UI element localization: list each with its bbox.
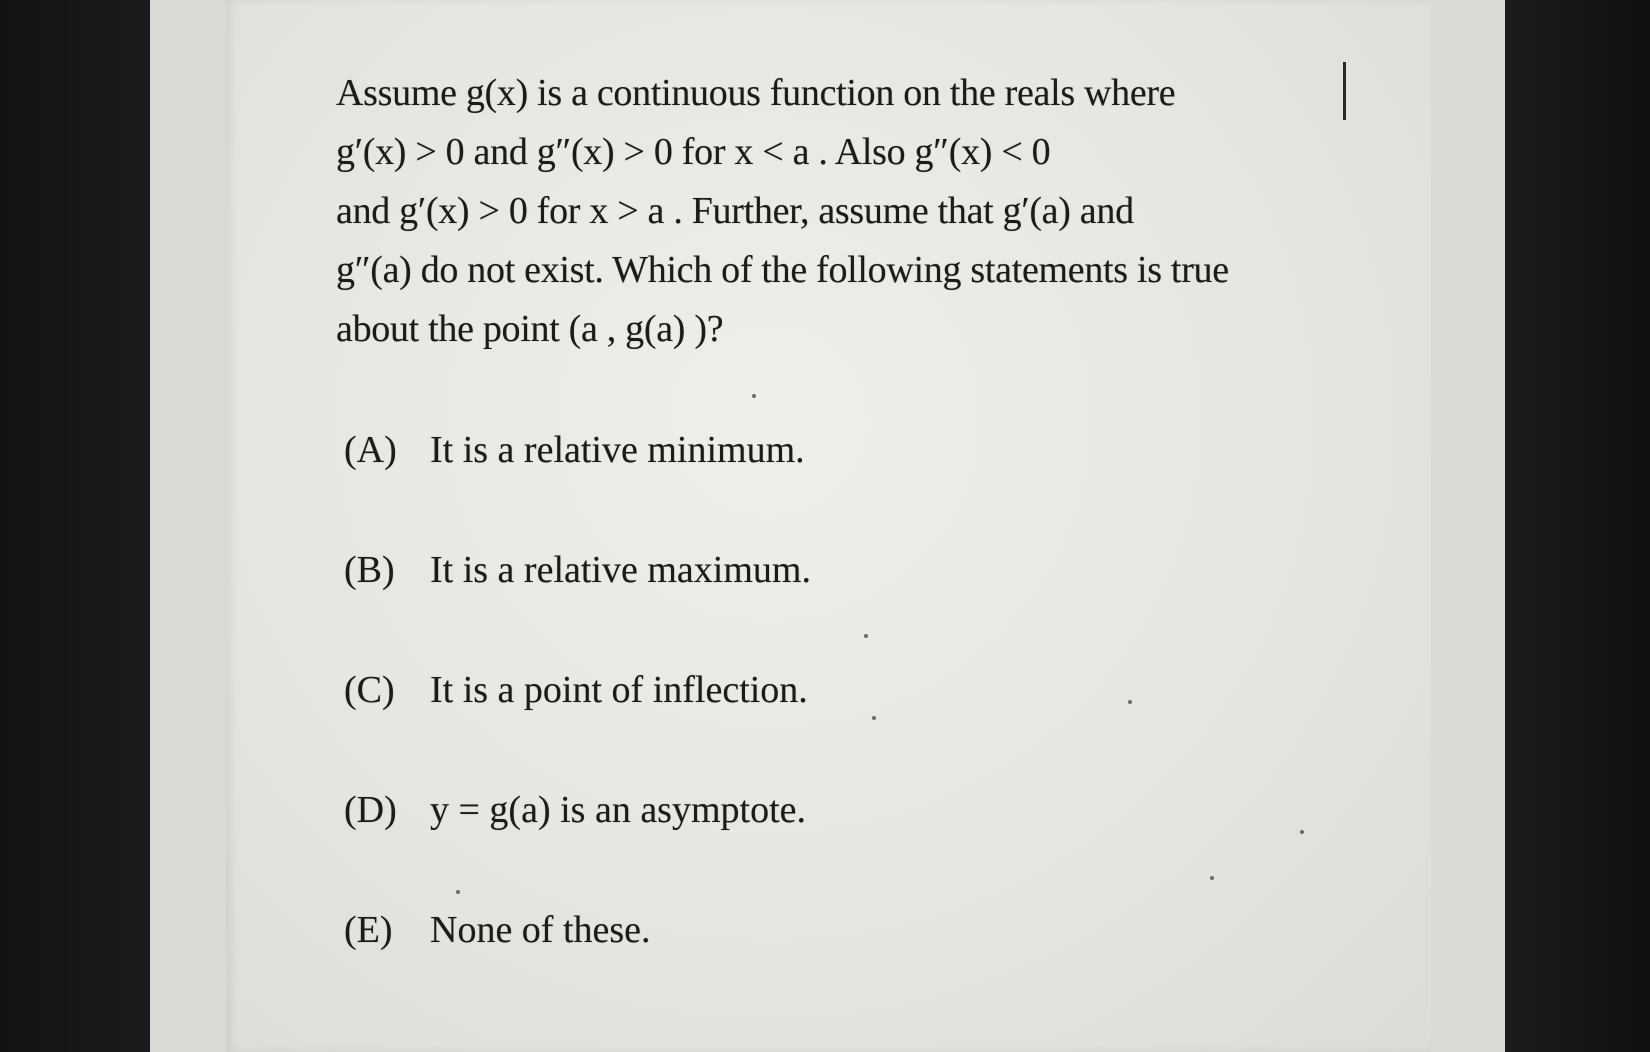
option-text: It is a relative minimum.	[430, 429, 805, 471]
paper-speck	[1128, 700, 1132, 704]
option-c[interactable]	[344, 660, 1244, 780]
background-left	[0, 0, 150, 1052]
option-a[interactable]	[344, 420, 1244, 540]
option-letter: (B)	[344, 549, 395, 591]
option-d[interactable]	[344, 780, 1244, 900]
option-letter: (D)	[344, 789, 397, 831]
paper-speck	[1210, 876, 1214, 880]
paper-speck	[864, 634, 868, 638]
option-text: It is a relative maximum.	[430, 549, 811, 591]
option-text: y = g(a) is an asymptote.	[430, 789, 807, 831]
question-text	[336, 64, 1346, 359]
question-line: g″(a) do not exist. Which of the following statements is true	[336, 249, 1229, 291]
option-letter: (E)	[344, 909, 393, 951]
answer-options	[344, 420, 1244, 1020]
question-line: and g′(x) > 0 for x > a . Further, assume that g′(a) and	[336, 190, 1134, 232]
question-line: Assume g(x) is a continuous function on the reals where	[336, 72, 1176, 114]
paper-speck	[752, 394, 756, 398]
option-e[interactable]	[344, 900, 1244, 1020]
paper-speck	[456, 890, 460, 894]
background-right	[1500, 0, 1650, 1052]
question-line: g′(x) > 0 and g″(x) > 0 for x < a . Also g″(x) < 0	[336, 131, 1051, 173]
option-letter: (C)	[344, 669, 395, 711]
option-text: It is a point of inflection.	[430, 669, 808, 711]
paper-speck	[1300, 830, 1304, 834]
option-b[interactable]	[344, 540, 1244, 660]
question-line: about the point (a , g(a) )?	[336, 308, 724, 350]
paper-speck	[872, 716, 876, 720]
option-text: None of these.	[430, 909, 651, 951]
option-letter: (A)	[344, 429, 397, 471]
